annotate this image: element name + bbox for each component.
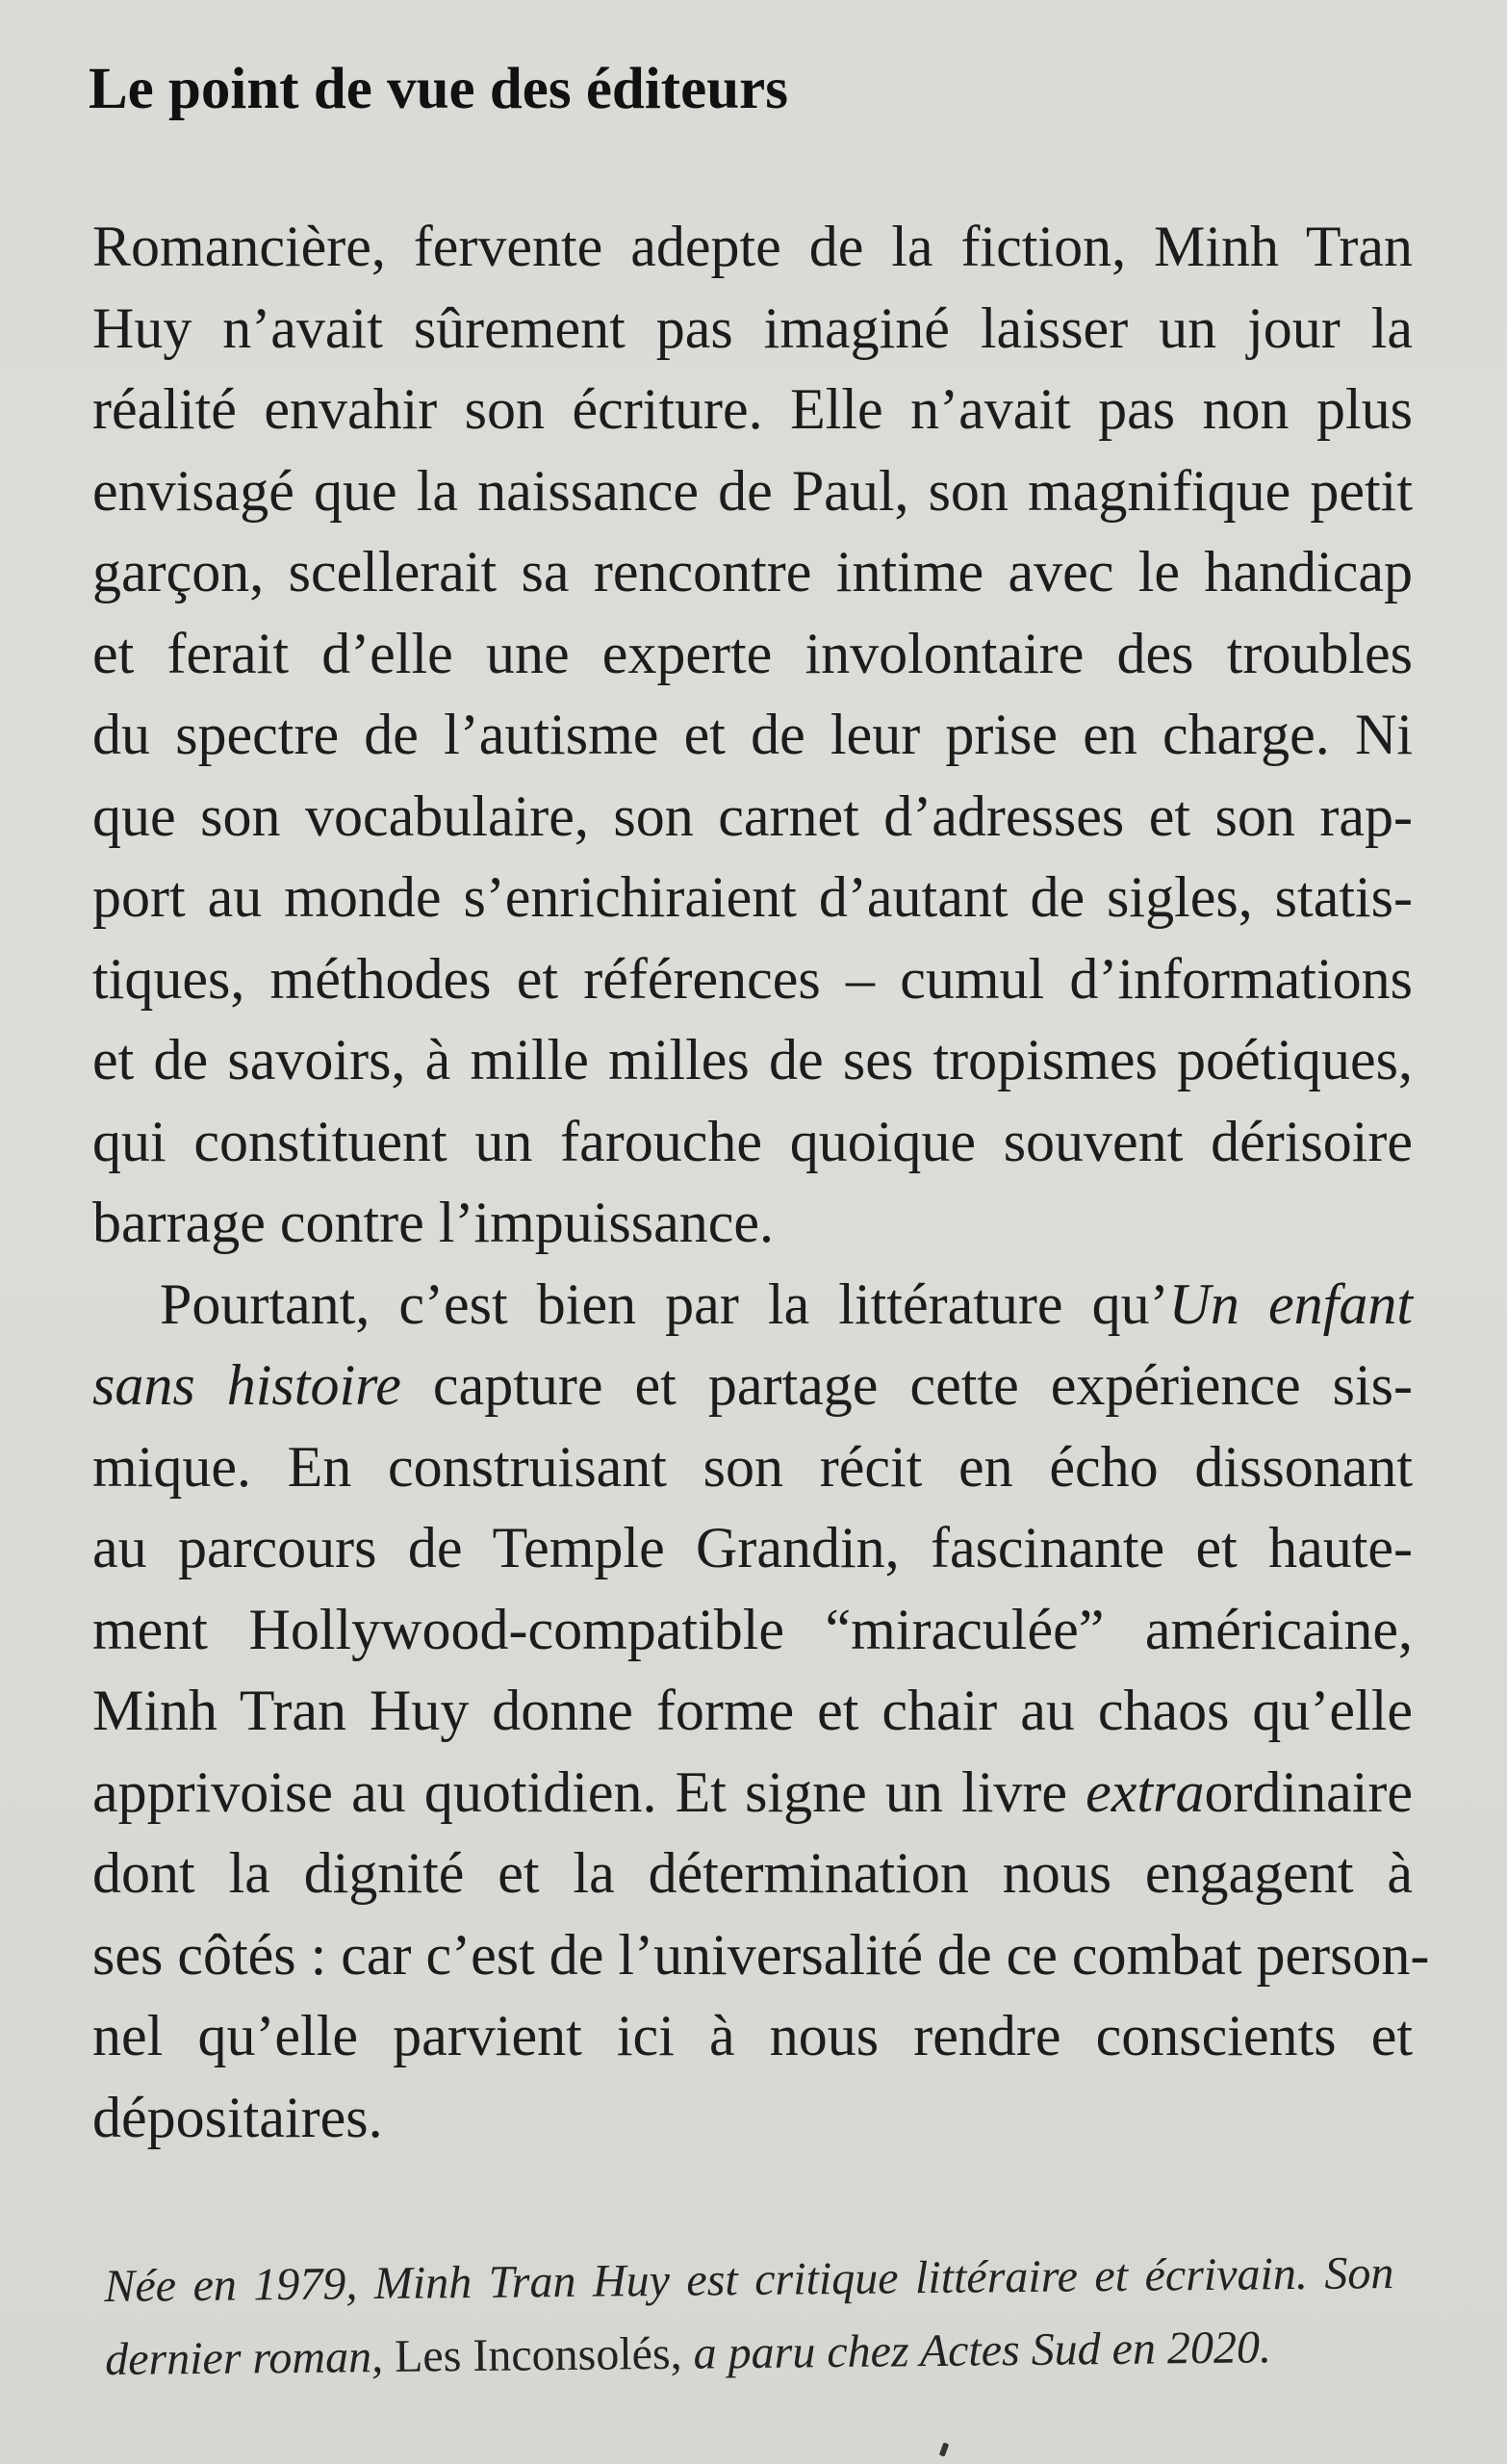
bio-line: [105, 2310, 1395, 2397]
text-segment: Pourtant, c’est bien par la littérature qu’: [160, 1271, 1169, 1336]
text-segment: dernier roman,: [104, 2330, 396, 2385]
text-segment: ordinaire: [1204, 1759, 1413, 1824]
text-line: port au monde s’enrichiraient d’autant de sigles, statis-: [92, 865, 1413, 929]
text-line: garçon, scellerait sa rencontre intime avec le handicap: [92, 540, 1413, 603]
text-line: réalité envahir son écriture. Elle n’avait pas non plus: [92, 377, 1413, 441]
book-title-italic: sans histoire: [92, 1353, 401, 1417]
text-segment: apprivoise au quotidien. Et signe un livre: [92, 1759, 1086, 1824]
text-line: barrage contre l’impuissance.: [92, 1191, 775, 1254]
text-line: que son vocabulaire, son carnet d’adresses et son rap-: [92, 783, 1413, 848]
text-line: du spectre de l’autisme et de leur prise en charge. Ni: [92, 703, 1413, 766]
emphasis-italic: extra: [1086, 1759, 1205, 1824]
text-segment: capture et partage cette expérience sis-: [400, 1353, 1413, 1417]
novel-title: Les Inconsolés,: [394, 2327, 682, 2382]
author-bio: [104, 2237, 1395, 2397]
text-line: dont la dignité et la détermination nous engagent à: [92, 1841, 1413, 1905]
text-line: et de savoirs, à mille milles de ses tropismes poétiques,: [92, 1028, 1413, 1091]
text-line: dépositaires.: [92, 2085, 383, 2149]
text-line: Romancière, fervente adepte de la fiction, Minh Tran: [92, 215, 1413, 278]
text-line: qui constituent un farouche quoique souvent dérisoire: [92, 1109, 1413, 1173]
publisher-blurb: [92, 206, 1430, 2158]
text-line: Minh Tran Huy donne forme et chair au chaos qu’elle: [92, 1679, 1413, 1742]
text-line: mique. En construisant son récit en écho dissonant: [92, 1434, 1413, 1499]
text-line: [92, 1345, 1413, 1426]
text-line: au parcours de Temple Grandin, fascinante et haute-: [92, 1516, 1413, 1579]
text-line: Huy n’avait sûrement pas imaginé laisser un jour la: [92, 295, 1413, 360]
paragraph-1: [92, 206, 1413, 1264]
text-line: tiques, méthodes et références – cumul d’informations: [92, 946, 1413, 1011]
text-line: nel qu’elle parvient ici à nous rendre conscients et: [92, 2004, 1413, 2067]
paragraph-2: [92, 1264, 1430, 2159]
text-line: envisagé que la naissance de Paul, son magnifique petit: [92, 458, 1413, 523]
text-line: [92, 1264, 1413, 1346]
text-line: ses côtés : car c’est de l’universalité de ce combat person-: [92, 1922, 1430, 1987]
text-line: et ferait d’elle une experte involontaire des troubles: [92, 621, 1413, 685]
page-title: Le point de vue des éditeurs: [89, 57, 788, 121]
text-segment: a paru chez Actes Sud en 2020.: [681, 2322, 1272, 2379]
book-title-italic: Un enfant: [1168, 1271, 1413, 1336]
text-line: [92, 1752, 1413, 1834]
text-line: ment Hollywood-compatible “miraculée” américaine,: [92, 1597, 1413, 1661]
ink-mark: [939, 2442, 949, 2456]
bio-line: Née en 1979, Minh Tran Huy est critique littéraire et écrivain. Son: [104, 2246, 1394, 2312]
